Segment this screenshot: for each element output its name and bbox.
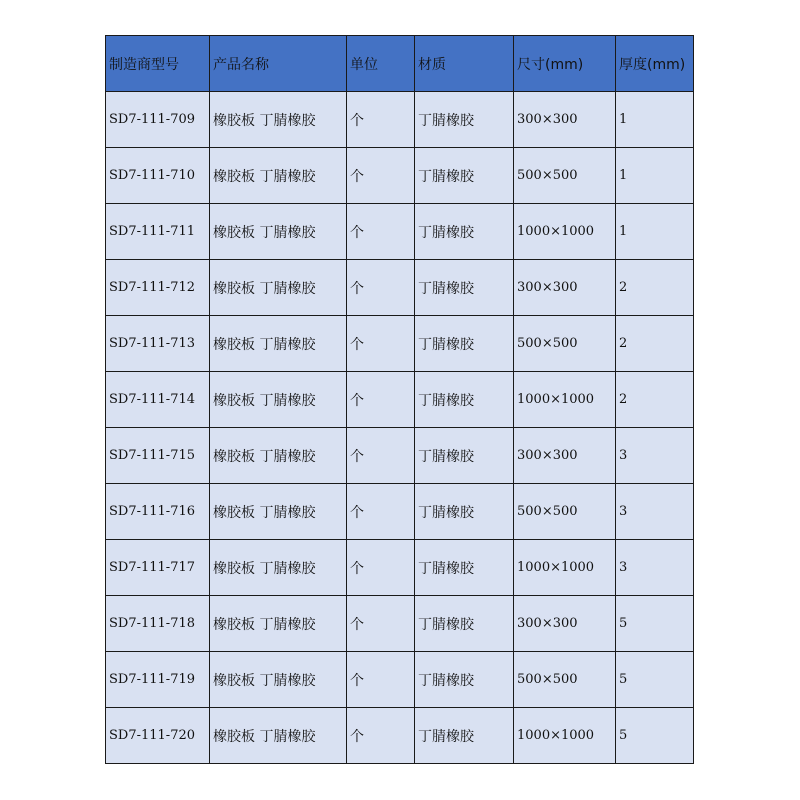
header-row xyxy=(106,36,694,92)
table-row xyxy=(106,652,694,708)
cell-unit: 个 xyxy=(347,260,415,316)
cell-material: 丁腈橡胶 xyxy=(415,92,514,148)
cell-product-name: 橡胶板 丁腈橡胶 xyxy=(210,708,347,764)
cell-manufacturer-model: SD7-111-712 xyxy=(106,260,210,316)
cell-material: 丁腈橡胶 xyxy=(415,540,514,596)
header-manufacturer-model: 制造商型号 xyxy=(106,36,210,92)
cell-material: 丁腈橡胶 xyxy=(415,428,514,484)
table-header xyxy=(106,36,694,92)
header-size: 尺寸(mm) xyxy=(514,36,616,92)
cell-material: 丁腈橡胶 xyxy=(415,260,514,316)
cell-unit: 个 xyxy=(347,204,415,260)
cell-manufacturer-model: SD7-111-716 xyxy=(106,484,210,540)
table-row xyxy=(106,428,694,484)
cell-size: 1000×1000 xyxy=(514,204,616,260)
cell-unit: 个 xyxy=(347,484,415,540)
cell-thickness: 3 xyxy=(616,484,694,540)
cell-size: 300×300 xyxy=(514,428,616,484)
cell-size: 1000×1000 xyxy=(514,372,616,428)
cell-manufacturer-model: SD7-111-713 xyxy=(106,316,210,372)
cell-material: 丁腈橡胶 xyxy=(415,204,514,260)
cell-product-name: 橡胶板 丁腈橡胶 xyxy=(210,652,347,708)
cell-thickness: 2 xyxy=(616,372,694,428)
cell-manufacturer-model: SD7-111-714 xyxy=(106,372,210,428)
cell-thickness: 3 xyxy=(616,540,694,596)
cell-unit: 个 xyxy=(347,316,415,372)
table-row xyxy=(106,596,694,652)
cell-thickness: 2 xyxy=(616,260,694,316)
cell-thickness: 1 xyxy=(616,148,694,204)
cell-size: 500×500 xyxy=(514,484,616,540)
cell-material: 丁腈橡胶 xyxy=(415,596,514,652)
table-row xyxy=(106,708,694,764)
cell-product-name: 橡胶板 丁腈橡胶 xyxy=(210,148,347,204)
cell-manufacturer-model: SD7-111-717 xyxy=(106,540,210,596)
cell-thickness: 3 xyxy=(616,428,694,484)
table-row xyxy=(106,484,694,540)
cell-manufacturer-model: SD7-111-711 xyxy=(106,204,210,260)
cell-product-name: 橡胶板 丁腈橡胶 xyxy=(210,596,347,652)
table-row xyxy=(106,540,694,596)
cell-product-name: 橡胶板 丁腈橡胶 xyxy=(210,316,347,372)
header-thickness: 厚度(mm) xyxy=(616,36,694,92)
header-unit: 单位 xyxy=(347,36,415,92)
cell-product-name: 橡胶板 丁腈橡胶 xyxy=(210,484,347,540)
cell-unit: 个 xyxy=(347,92,415,148)
cell-unit: 个 xyxy=(347,148,415,204)
cell-thickness: 5 xyxy=(616,708,694,764)
cell-manufacturer-model: SD7-111-720 xyxy=(106,708,210,764)
cell-manufacturer-model: SD7-111-718 xyxy=(106,596,210,652)
cell-product-name: 橡胶板 丁腈橡胶 xyxy=(210,372,347,428)
cell-material: 丁腈橡胶 xyxy=(415,484,514,540)
table-row xyxy=(106,92,694,148)
cell-thickness: 2 xyxy=(616,316,694,372)
cell-material: 丁腈橡胶 xyxy=(415,652,514,708)
cell-unit: 个 xyxy=(347,708,415,764)
product-spec-table xyxy=(105,35,694,764)
table-row xyxy=(106,372,694,428)
table-row xyxy=(106,148,694,204)
cell-size: 500×500 xyxy=(514,652,616,708)
cell-size: 500×500 xyxy=(514,316,616,372)
cell-unit: 个 xyxy=(347,652,415,708)
cell-manufacturer-model: SD7-111-715 xyxy=(106,428,210,484)
table-row xyxy=(106,260,694,316)
cell-size: 300×300 xyxy=(514,260,616,316)
cell-thickness: 1 xyxy=(616,92,694,148)
cell-product-name: 橡胶板 丁腈橡胶 xyxy=(210,204,347,260)
cell-product-name: 橡胶板 丁腈橡胶 xyxy=(210,92,347,148)
cell-material: 丁腈橡胶 xyxy=(415,372,514,428)
cell-unit: 个 xyxy=(347,540,415,596)
table-row xyxy=(106,316,694,372)
cell-material: 丁腈橡胶 xyxy=(415,148,514,204)
cell-product-name: 橡胶板 丁腈橡胶 xyxy=(210,260,347,316)
cell-unit: 个 xyxy=(347,372,415,428)
table-body xyxy=(106,92,694,764)
cell-unit: 个 xyxy=(347,596,415,652)
cell-thickness: 5 xyxy=(616,596,694,652)
spec-table-container xyxy=(105,35,694,764)
header-material: 材质 xyxy=(415,36,514,92)
cell-material: 丁腈橡胶 xyxy=(415,316,514,372)
cell-product-name: 橡胶板 丁腈橡胶 xyxy=(210,540,347,596)
cell-material: 丁腈橡胶 xyxy=(415,708,514,764)
cell-manufacturer-model: SD7-111-719 xyxy=(106,652,210,708)
cell-manufacturer-model: SD7-111-709 xyxy=(106,92,210,148)
header-product-name: 产品名称 xyxy=(210,36,347,92)
cell-manufacturer-model: SD7-111-710 xyxy=(106,148,210,204)
cell-size: 1000×1000 xyxy=(514,540,616,596)
cell-thickness: 5 xyxy=(616,652,694,708)
cell-size: 1000×1000 xyxy=(514,708,616,764)
cell-thickness: 1 xyxy=(616,204,694,260)
cell-size: 500×500 xyxy=(514,148,616,204)
cell-unit: 个 xyxy=(347,428,415,484)
cell-size: 300×300 xyxy=(514,596,616,652)
table-row xyxy=(106,204,694,260)
cell-product-name: 橡胶板 丁腈橡胶 xyxy=(210,428,347,484)
cell-size: 300×300 xyxy=(514,92,616,148)
